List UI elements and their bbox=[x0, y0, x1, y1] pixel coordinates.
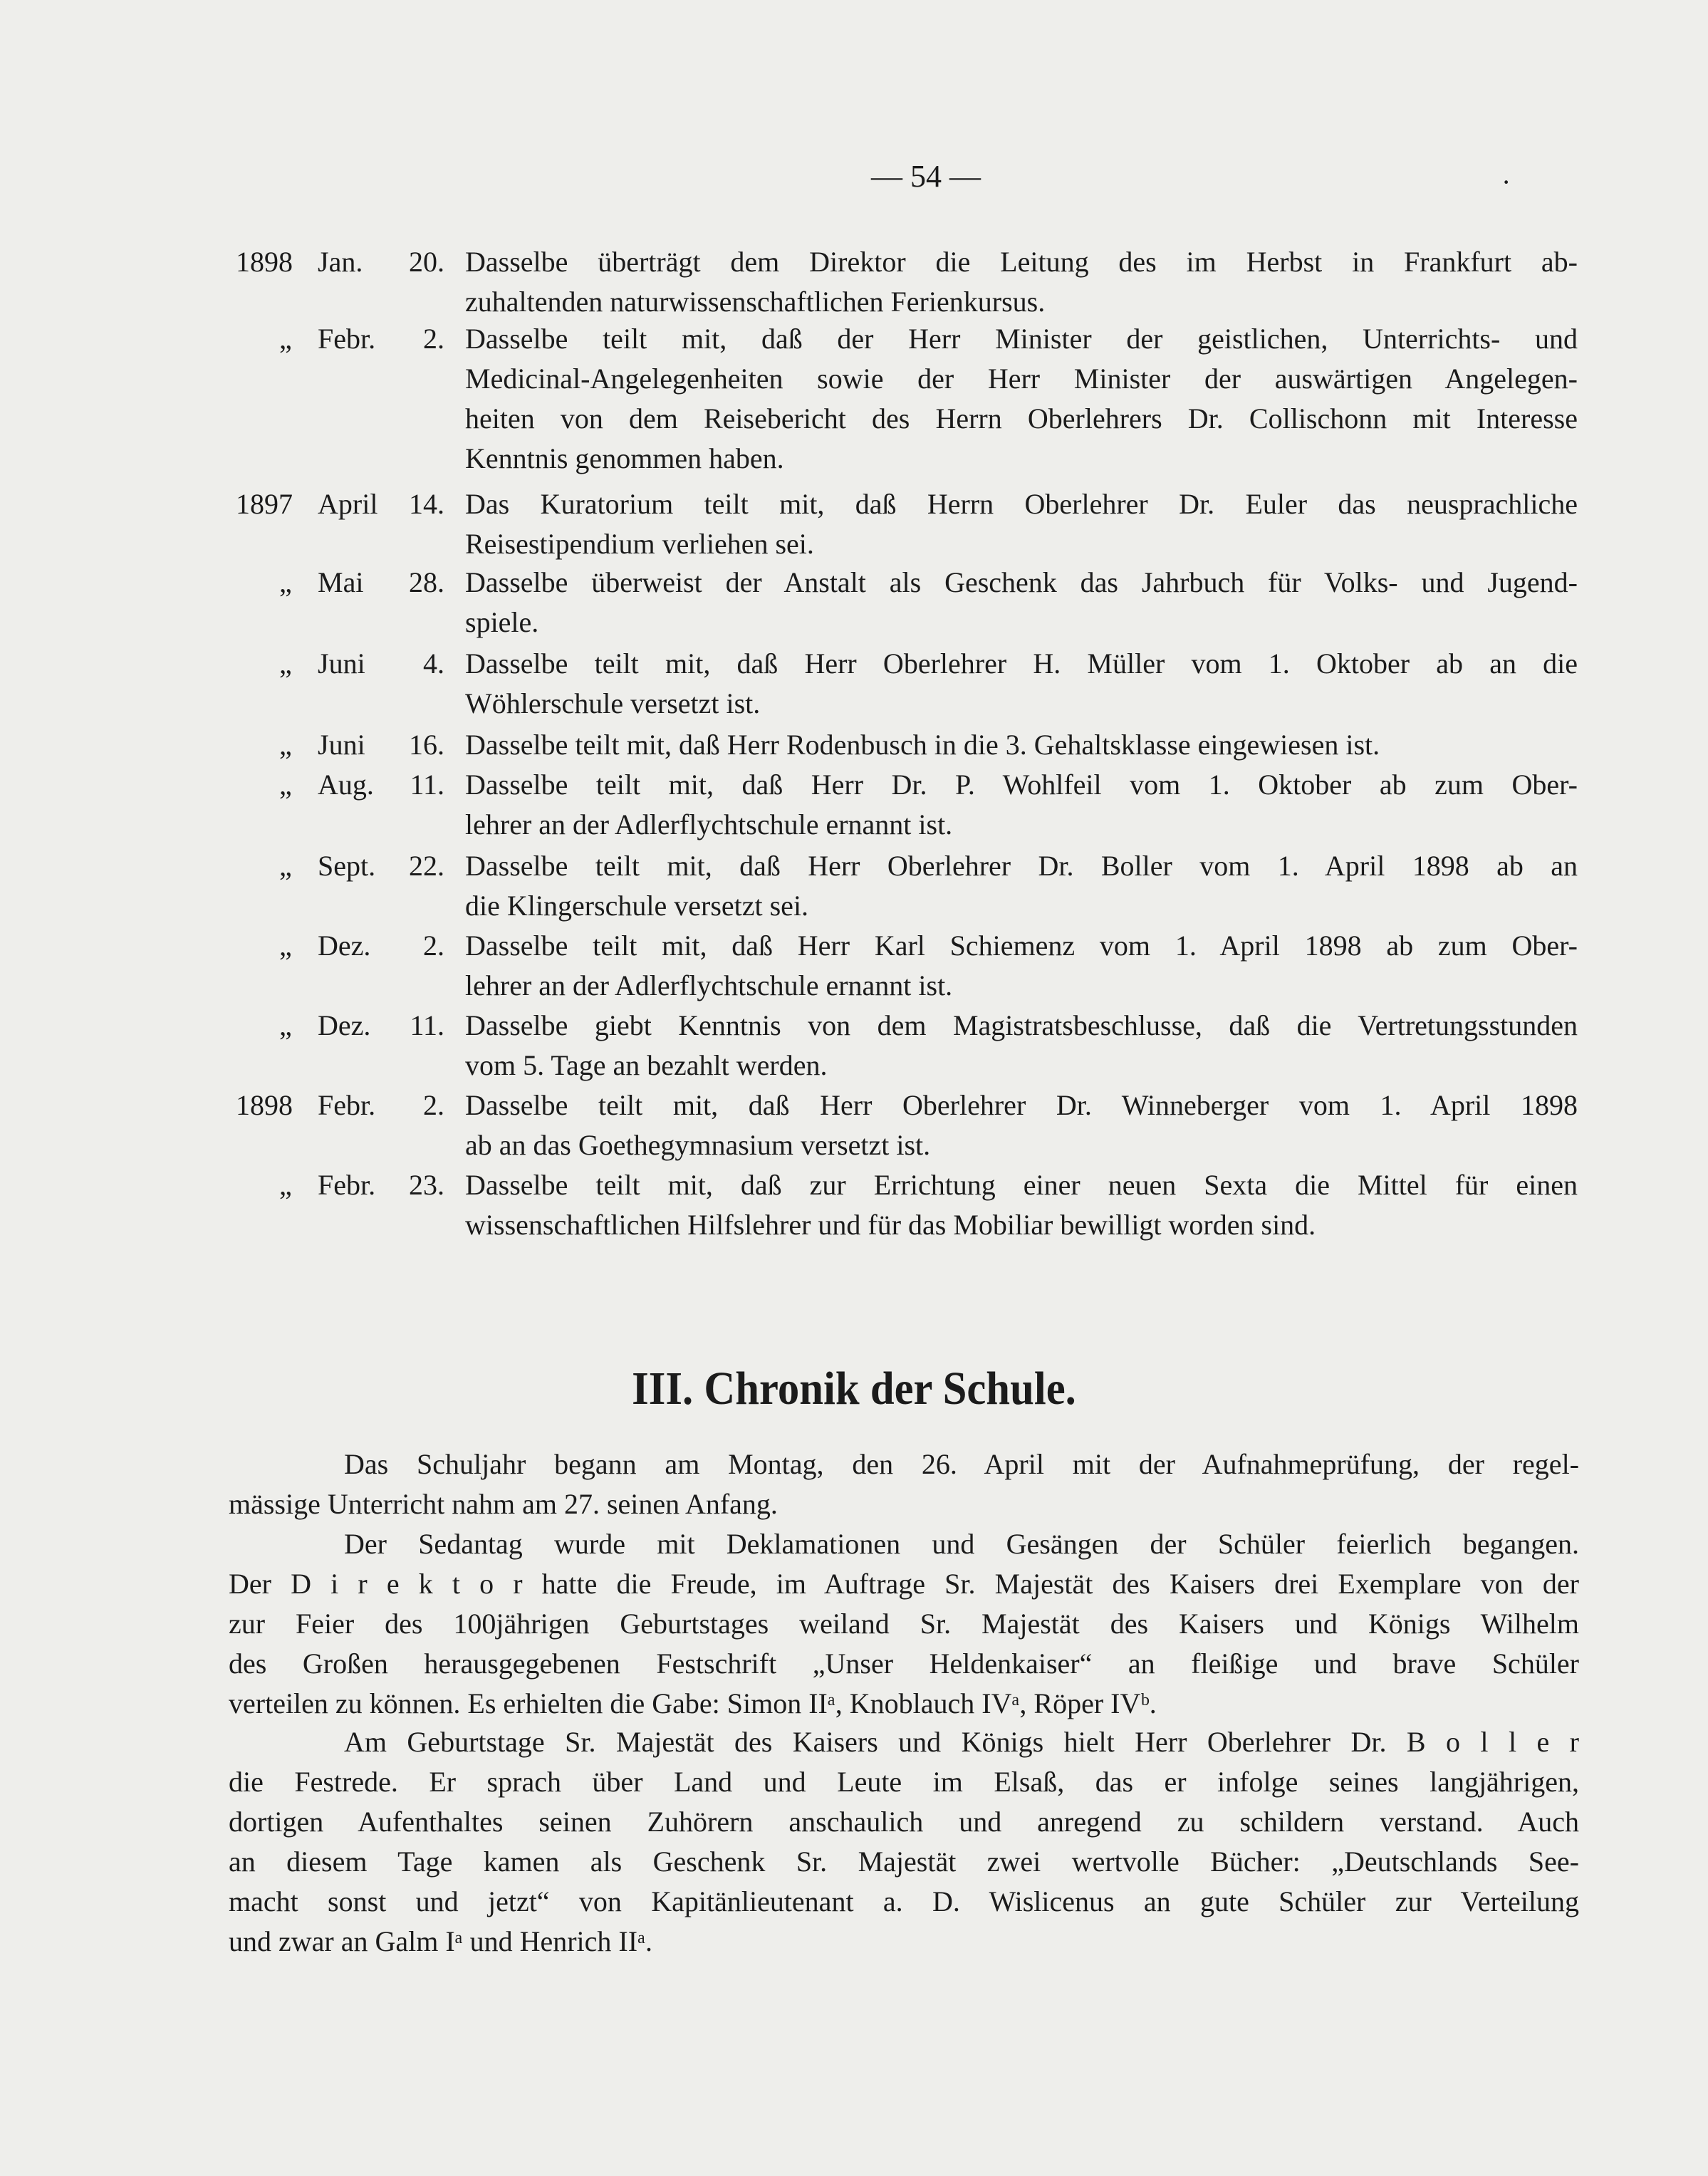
entry-month: Jan. bbox=[318, 246, 363, 278]
text-line: spiele. bbox=[465, 606, 539, 638]
text-line: Reisestipendium verliehen sei. bbox=[465, 528, 814, 560]
entry-month: Febr. bbox=[318, 323, 376, 355]
entry-day: 2. bbox=[423, 323, 444, 355]
entry-month: Mai bbox=[318, 566, 364, 598]
entry-month: Juni bbox=[318, 647, 365, 680]
entry-year: 1897 bbox=[236, 488, 293, 520]
entry-day: 20. bbox=[409, 246, 444, 278]
entry-text bbox=[465, 1006, 1578, 1086]
entry-year: „ bbox=[279, 1009, 292, 1041]
text-line: Dasselbe teilt mit, daß zur Errichtung einer neuen Sexta die Mittel für einen bbox=[465, 1169, 1578, 1201]
text-line: verteilen zu können. Es erhielten die Gabe: Simon IIᵃ, Knoblauch IVᵃ, Röper IVᵇ. bbox=[229, 1687, 1157, 1719]
text-line: die Festrede. Er sprach über Land und Leute im Elsaß, das er infolge seines langjährigen, bbox=[229, 1766, 1579, 1798]
entry-text bbox=[465, 242, 1578, 322]
section-heading: III. Chronik der Schule. bbox=[632, 1363, 1076, 1415]
entry-day: 4. bbox=[423, 647, 444, 680]
entry-year: „ bbox=[279, 769, 292, 801]
text-line: an diesem Tage kamen als Geschenk Sr. Majestät zwei wertvolle Bücher: „Deutschlands See- bbox=[229, 1846, 1579, 1878]
entry-year: „ bbox=[279, 323, 292, 355]
entry-year: 1898 bbox=[236, 246, 293, 278]
text-line: Dasselbe teilt mit, daß der Herr Minister der geistlichen, Unterrichts- und bbox=[465, 323, 1578, 355]
entry-text bbox=[465, 563, 1578, 642]
text-line: Dasselbe teilt mit, daß Herr Rodenbusch in die 3. Gehaltsklasse eingewiesen ist. bbox=[465, 729, 1380, 761]
text-line: zur Feier des 100jährigen Geburtstages weiland Sr. Majestät des Kaisers und Königs Wilhelm bbox=[229, 1608, 1579, 1640]
text-line: wissenschaftlichen Hilfslehrer und für das Mobiliar bewilligt worden sind. bbox=[465, 1209, 1316, 1241]
entry-text bbox=[465, 725, 1578, 765]
text-line: Dasselbe überweist der Anstalt als Geschenk das Jahrbuch für Volks- und Jugend- bbox=[465, 566, 1578, 598]
entry-text bbox=[465, 846, 1578, 926]
text-line: Medicinal-Angelegenheiten sowie der Herr Minister der auswärtigen Angelegen- bbox=[465, 363, 1578, 395]
entry-day: 28. bbox=[409, 566, 444, 598]
entry-month: Dez. bbox=[318, 1009, 371, 1041]
text-line: heiten von dem Reisebericht des Herrn Oberlehrers Dr. Collischonn mit Interesse bbox=[465, 402, 1578, 434]
text-line: zuhaltenden naturwissenschaftlichen Ferienkursus. bbox=[465, 286, 1046, 318]
paragraph bbox=[229, 1722, 1579, 1962]
text-line: Am Geburtstage Sr. Majestät des Kaisers und Königs hielt Herr Oberlehrer Dr. B o l l e r bbox=[344, 1726, 1579, 1758]
text-line: Kenntnis genommen haben. bbox=[465, 442, 784, 474]
entry-day: 14. bbox=[409, 488, 444, 520]
text-line: die Klingerschule versetzt sei. bbox=[465, 890, 809, 922]
text-line: Das Kuratorium teilt mit, daß Herrn Oberlehrer Dr. Euler das neusprachliche bbox=[465, 488, 1578, 520]
entry-day: 2. bbox=[423, 1089, 444, 1121]
text-line: lehrer an der Adlerflychtschule ernannt ist. bbox=[465, 808, 953, 840]
entry-year: „ bbox=[279, 647, 292, 680]
entry-text bbox=[465, 765, 1578, 845]
entry-day: 16. bbox=[409, 729, 444, 761]
text-line: Dasselbe teilt mit, daß Herr Oberlehrer Dr. Winneberger vom 1. April 1898 bbox=[465, 1089, 1578, 1121]
text-line: Dasselbe giebt Kenntnis von dem Magistratsbeschlusse, daß die Vertretungsstunden bbox=[465, 1009, 1578, 1041]
text-line: Der D i r e k t o r hatte die Freude, im Auftrage Sr. Majestät des Kaisers drei Exemplare von der bbox=[229, 1568, 1579, 1600]
text-line: Der Sedantag wurde mit Deklamationen und Gesängen der Schüler feierlich begangen. bbox=[344, 1528, 1579, 1560]
text-line: Dasselbe teilt mit, daß Herr Karl Schiemenz vom 1. April 1898 ab zum Ober- bbox=[465, 930, 1578, 962]
entry-text bbox=[465, 319, 1578, 479]
text-line: dortigen Aufenthaltes seinen Zuhörern anschaulich und anregend zu schildern verstand. Auch bbox=[229, 1806, 1579, 1838]
text-line: mässige Unterricht nahm am 27. seinen Anfang. bbox=[229, 1488, 778, 1520]
text-line: Dasselbe teilt mit, daß Herr Dr. P. Wohlfeil vom 1. Oktober ab zum Ober- bbox=[465, 769, 1578, 801]
text-line: ab an das Goethegymnasium versetzt ist. bbox=[465, 1129, 931, 1161]
entry-text bbox=[465, 926, 1578, 1006]
entry-month: Febr. bbox=[318, 1089, 376, 1121]
text-line: macht sonst und jetzt“ von Kapitänlieutenant a. D. Wislicenus an gute Schüler zur Verteilung bbox=[229, 1885, 1579, 1917]
entry-year: „ bbox=[279, 850, 292, 882]
paragraph bbox=[229, 1524, 1579, 1724]
entry-day: 11. bbox=[410, 1009, 444, 1041]
entry-month: Juni bbox=[318, 729, 365, 761]
entry-month: Febr. bbox=[318, 1169, 376, 1201]
entry-text bbox=[465, 484, 1578, 564]
entry-day: 23. bbox=[409, 1169, 444, 1201]
text-line: lehrer an der Adlerflychtschule ernannt ist. bbox=[465, 969, 953, 1001]
entry-day: 11. bbox=[410, 769, 444, 801]
entry-year: „ bbox=[279, 930, 292, 962]
text-line: vom 5. Tage an bezahlt werden. bbox=[465, 1049, 828, 1081]
entry-month: Dez. bbox=[318, 930, 371, 962]
entry-year: „ bbox=[279, 1169, 292, 1201]
entry-text bbox=[465, 1165, 1578, 1245]
paragraph bbox=[229, 1444, 1579, 1524]
entry-year: „ bbox=[279, 566, 292, 598]
text-line: Wöhlerschule versetzt ist. bbox=[465, 687, 761, 719]
entry-text bbox=[465, 644, 1578, 724]
entry-month: April bbox=[318, 488, 378, 520]
entry-text bbox=[465, 1086, 1578, 1165]
entry-month: Aug. bbox=[318, 769, 374, 801]
text-line: Dasselbe überträgt dem Direktor die Leitung des im Herbst in Frankfurt ab- bbox=[465, 246, 1578, 278]
text-line: Dasselbe teilt mit, daß Herr Oberlehrer H. Müller vom 1. Oktober ab an die bbox=[465, 647, 1578, 680]
entry-day: 2. bbox=[423, 930, 444, 962]
entry-year: „ bbox=[279, 729, 292, 761]
text-line: Dasselbe teilt mit, daß Herr Oberlehrer Dr. Boller vom 1. April 1898 ab an bbox=[465, 850, 1578, 882]
entry-day: 22. bbox=[409, 850, 444, 882]
page-number: — 54 — bbox=[871, 159, 981, 194]
text-line: und zwar an Galm Iᵃ und Henrich IIᵃ. bbox=[229, 1925, 652, 1957]
entry-year: 1898 bbox=[236, 1089, 293, 1121]
stray-mark: · bbox=[1501, 166, 1511, 198]
entry-month: Sept. bbox=[318, 850, 376, 882]
text-line: des Großen herausgegebenen Festschrift „Unser Heldenkaiser“ an fleißige und brave Schüler bbox=[229, 1647, 1579, 1680]
text-line: Das Schuljahr begann am Montag, den 26. April mit der Aufnahmeprüfung, der regel- bbox=[344, 1448, 1579, 1480]
